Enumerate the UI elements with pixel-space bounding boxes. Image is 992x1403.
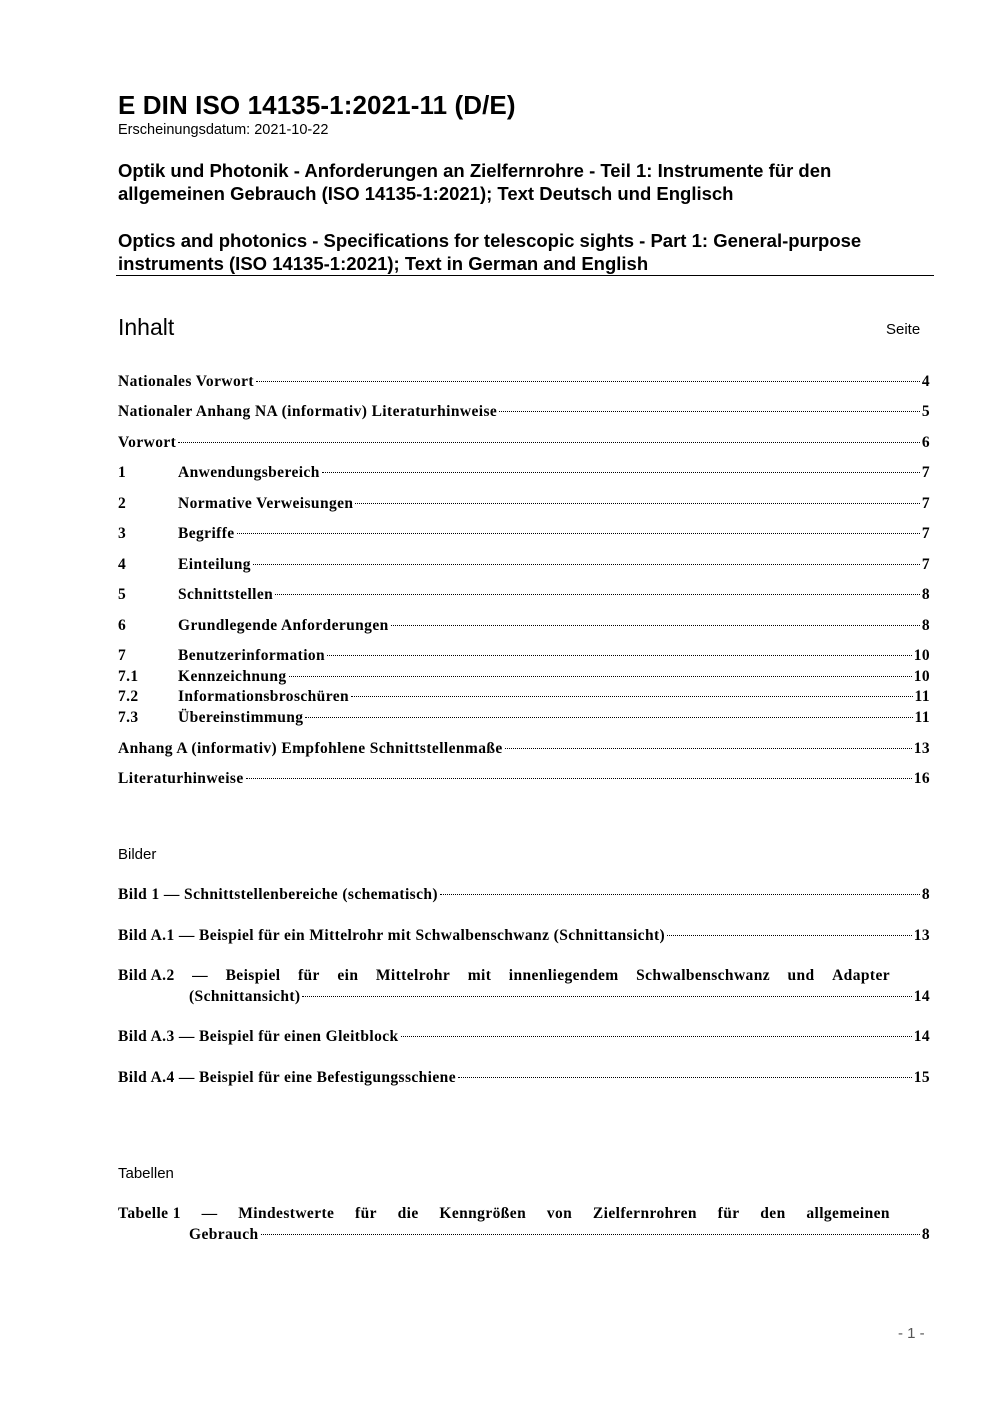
toc-entry-page: 13: [913, 740, 930, 757]
figure-entry-line1: [118, 965, 890, 986]
figures-label: Bilder: [118, 846, 157, 863]
word: —: [201, 1205, 218, 1222]
figure-entry-text: Bild A.1 — Beispiel für ein Mittelrohr mit Schwalbenschwanz (Schnittansicht): [118, 927, 666, 944]
figure-entry-page: 13: [913, 927, 930, 944]
toc-entry-text: Begriffe: [178, 525, 235, 542]
page-column-label: Seite: [886, 321, 921, 338]
toc-entry-page: 11: [914, 688, 930, 705]
word: ein: [337, 967, 359, 984]
word: Mindestwerte: [238, 1205, 335, 1222]
toc-entry-number: 7.3: [118, 709, 139, 726]
toc-entry-text: Informationsbroschüren: [178, 688, 349, 705]
table-entry-line2: [118, 1224, 930, 1245]
word: und: [787, 967, 815, 984]
table-entry-text: Gebrauch: [189, 1226, 259, 1243]
toc-entry-number: 3: [118, 525, 127, 542]
toc-entry-text: Einteilung: [178, 556, 251, 573]
word: die: [397, 1205, 419, 1222]
toc-entry-text: Schnittstellen: [178, 586, 274, 603]
figure-entry-text: Bild A.3 — Beispiel für einen Gleitblock: [118, 1028, 399, 1045]
word: für: [297, 967, 320, 984]
figure-entry-text: Bild 1 — Schnittstellenbereiche (schematisch): [118, 886, 438, 903]
word: —: [192, 967, 209, 984]
word: für: [355, 1205, 377, 1222]
toc-entry-number: 1: [118, 464, 127, 481]
header-divider: [116, 275, 934, 276]
toc-entry-text: Benutzerinformation: [178, 647, 326, 664]
title-german: Optik und Photonik - Anforderungen an Zielfernrohre - Teil 1: Instrumente für den allgemeinen Gebrauch (ISO 14135-1:2021); Text Deutsch und Englisch: [118, 160, 832, 204]
figure-entry[interactable]: [118, 965, 930, 1007]
toc-entry-number: 7.1: [118, 668, 139, 685]
word: Beispiel: [225, 967, 281, 984]
toc-entry[interactable]: [118, 585, 930, 605]
toc-entry-page: 6: [921, 434, 930, 451]
dot-leader: [499, 411, 920, 412]
figure-entry-page: 15: [913, 1069, 930, 1086]
table-entry-line1: [118, 1203, 890, 1224]
toc-entry-number: 7: [118, 647, 127, 664]
dot-leader: [391, 625, 920, 626]
dot-leader: [667, 935, 912, 936]
document-id: E DIN ISO 14135-1:2021-11 (D/E): [118, 90, 516, 120]
word: für: [717, 1205, 740, 1222]
word: Kenngrößen: [439, 1205, 527, 1222]
figure-entry[interactable]: [118, 1027, 930, 1047]
word: den: [760, 1205, 786, 1222]
figure-entry-page: 14: [913, 1028, 930, 1045]
dot-leader: [327, 655, 912, 656]
word: Mittelrohr: [375, 967, 451, 984]
toc-entry[interactable]: [118, 524, 930, 544]
toc-entry[interactable]: [118, 494, 930, 514]
toc-entry-text: Anhang A (informativ) Empfohlene Schnittstellenmaße: [118, 740, 503, 757]
title-english: Optics and photonics - Specifications for telescopic sights - Part 1: General-purpose instruments (ISO 14135-1:2021); Text in German and English: [118, 230, 862, 274]
toc-entry[interactable]: [118, 687, 930, 707]
toc-entry-number: 5: [118, 586, 127, 603]
dot-leader: [351, 696, 913, 697]
toc-entry[interactable]: [118, 646, 930, 666]
dot-leader: [401, 1036, 912, 1037]
dot-leader: [322, 472, 920, 473]
dot-leader: [253, 564, 920, 565]
word: von: [546, 1205, 573, 1222]
table-entry-page: 8: [921, 1226, 930, 1243]
toc-entry[interactable]: [118, 463, 930, 483]
toc-entry-page: 5: [921, 403, 930, 420]
figure-entry[interactable]: [118, 885, 930, 905]
word: Schwalbenschwanz: [636, 967, 770, 984]
dot-leader: [275, 594, 920, 595]
toc-entry-page: 7: [921, 556, 930, 573]
word: innenliegendem: [508, 967, 619, 984]
toc-entry-text: Literaturhinweise: [118, 770, 244, 787]
publication-date: Erscheinungsdatum: 2021-10-22: [118, 122, 329, 138]
toc-entry-text: Nationaler Anhang NA (informativ) Literaturhinweise: [118, 403, 498, 420]
toc-entry-text: Grundlegende Anforderungen: [178, 617, 389, 634]
toc-entry-text: Nationales Vorwort: [118, 373, 254, 390]
toc-entry[interactable]: [118, 555, 930, 575]
word: Bild A.2: [118, 967, 175, 984]
toc-entry-number: 6: [118, 617, 127, 634]
figure-entry-text: Bild A.4 — Beispiel für eine Befestigungsschiene: [118, 1069, 456, 1086]
figure-entry[interactable]: [118, 1068, 930, 1088]
dot-leader: [178, 442, 920, 443]
toc-entry[interactable]: [118, 708, 930, 728]
dot-leader: [458, 1077, 912, 1078]
word: allgemeinen: [806, 1205, 890, 1222]
dot-leader: [302, 996, 911, 997]
toc-entry-number: 7.2: [118, 688, 139, 705]
toc-entry-number: 2: [118, 495, 127, 512]
figure-entry-line2: [118, 986, 930, 1007]
dot-leader: [237, 533, 920, 534]
toc-entry-page: 7: [921, 525, 930, 542]
toc-entry-page: 4: [921, 373, 930, 390]
toc-entry-text: Vorwort: [118, 434, 177, 451]
toc-entry[interactable]: [118, 769, 930, 789]
toc-entry-page: 7: [921, 495, 930, 512]
dot-leader: [355, 503, 919, 504]
word: mit: [467, 967, 492, 984]
toc-entry[interactable]: [118, 739, 930, 759]
toc-entry-page: 8: [921, 586, 930, 603]
toc-entry[interactable]: [118, 433, 930, 453]
toc-entry-page: 11: [914, 709, 930, 726]
toc-entry-text: Normative Verweisungen: [178, 495, 354, 512]
dot-leader: [246, 778, 912, 779]
figure-entry[interactable]: [118, 926, 930, 946]
toc-entry[interactable]: [118, 402, 930, 422]
toc-entry-page: 10: [913, 668, 930, 685]
figure-entry-page: 8: [921, 886, 930, 903]
dot-leader: [289, 676, 912, 677]
toc-entry[interactable]: [118, 667, 930, 687]
toc-entry-text: Übereinstimmung: [178, 709, 304, 726]
word: Adapter: [832, 967, 890, 984]
dot-leader: [256, 381, 920, 382]
toc-entry[interactable]: [118, 372, 930, 392]
figure-entry-page: 14: [913, 988, 930, 1005]
toc-entry-text: Kennzeichnung: [178, 668, 287, 685]
tables-label: Tabellen: [118, 1165, 174, 1182]
dot-leader: [305, 717, 912, 718]
word: Tabelle 1: [118, 1205, 181, 1222]
dot-leader: [261, 1234, 920, 1235]
table-entry[interactable]: [118, 1203, 930, 1245]
figure-entry-text: (Schnittansicht): [189, 988, 301, 1005]
toc-entry-page: 8: [921, 617, 930, 634]
word: Zielfernrohren: [592, 1205, 697, 1222]
dot-leader: [505, 748, 912, 749]
page-number: - 1 -: [898, 1325, 925, 1342]
toc-entry-page: 16: [913, 770, 930, 787]
toc-entry-page: 10: [913, 647, 930, 664]
dot-leader: [440, 894, 920, 895]
toc-entry-text: Anwendungsbereich: [178, 464, 320, 481]
toc-entry-number: 4: [118, 556, 127, 573]
toc-heading: Inhalt: [118, 314, 175, 340]
toc-entry-page: 7: [921, 464, 930, 481]
toc-entry[interactable]: [118, 616, 930, 636]
